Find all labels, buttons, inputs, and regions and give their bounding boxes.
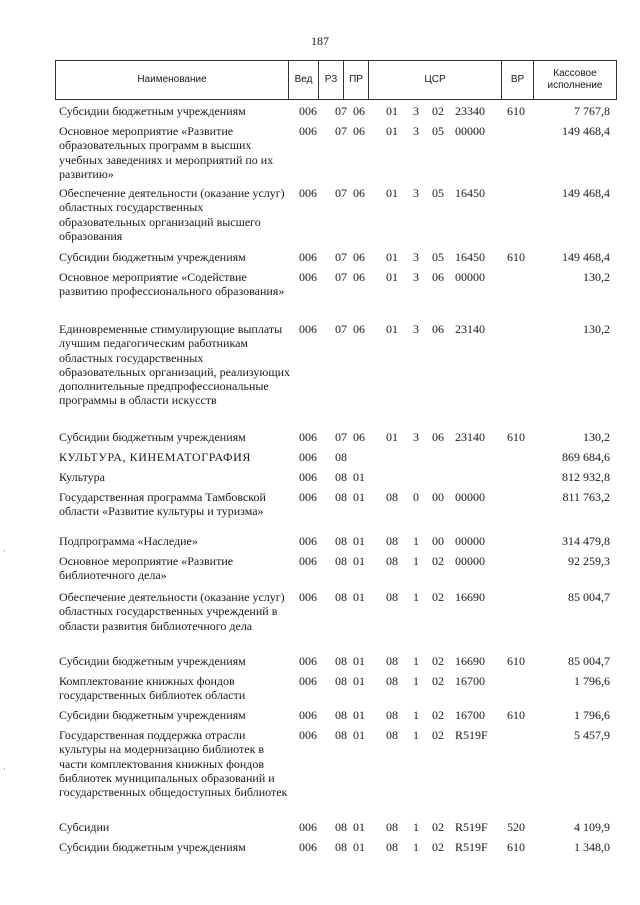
row-c1: 08 (386, 590, 398, 604)
row-c2: 1 (413, 554, 419, 568)
row-c2: 3 (413, 430, 419, 444)
row-ved: 006 (299, 554, 317, 568)
row-c2: 0 (413, 490, 419, 504)
row-c2: 3 (413, 250, 419, 264)
row-c1: 01 (386, 322, 398, 336)
row-name: Основное мероприятие «Содействие развитию профессионального образования» (59, 270, 285, 299)
row-c4: 00000 (455, 490, 485, 504)
row-name: Субсидии бюджетным учреждениям (59, 430, 246, 444)
row-name: Культура (59, 470, 105, 484)
table-row (0, 728, 640, 818)
row-amount: 812 932,8 (562, 470, 610, 484)
row-ved: 006 (299, 840, 317, 854)
row-c2: 3 (413, 104, 419, 118)
row-amount: 1 348,0 (574, 840, 610, 854)
table-row (0, 590, 640, 652)
table-row (0, 322, 640, 428)
header-ved: Вед (289, 61, 319, 99)
row-c3: 02 (432, 554, 444, 568)
row-pr: 06 (353, 104, 365, 118)
row-pr: 06 (353, 430, 365, 444)
table-row (0, 674, 640, 706)
row-rz: 08 (335, 820, 347, 834)
row-rz: 08 (335, 654, 347, 668)
row-ved: 006 (299, 820, 317, 834)
table-header (55, 60, 617, 100)
row-c1: 01 (386, 186, 398, 200)
row-c2: 1 (413, 728, 419, 742)
row-pr: 06 (353, 124, 365, 138)
row-c4: 23140 (455, 430, 485, 444)
row-pr: 01 (353, 470, 365, 484)
row-rz: 07 (335, 322, 347, 336)
row-rz: 08 (335, 708, 347, 722)
row-amount: 149 468,4 (562, 124, 610, 138)
row-c4: 00000 (455, 554, 485, 568)
row-amount: 811 763,2 (562, 490, 610, 504)
table-row (0, 250, 640, 268)
page-number: 187 (311, 34, 329, 48)
row-c2: 1 (413, 534, 419, 548)
row-name: Основное мероприятие «Развитие образовательных программ в высших учебных заведениях и мероприятий по их развитию» (59, 124, 274, 181)
row-c1: 08 (386, 554, 398, 568)
row-c4: 16450 (455, 250, 485, 264)
row-c3: 02 (432, 654, 444, 668)
header-amount: Кассовое исполнение (547, 68, 603, 91)
row-c1: 08 (386, 654, 398, 668)
row-c4: 00000 (455, 270, 485, 284)
row-pr: 01 (353, 490, 365, 504)
row-ved: 006 (299, 186, 317, 200)
row-c4: 16690 (455, 654, 485, 668)
row-c4: 23340 (455, 104, 485, 118)
table-row (0, 124, 640, 184)
table-row (0, 470, 640, 488)
row-vr: 610 (507, 430, 525, 444)
row-name: Субсидии бюджетным учреждениям (59, 708, 246, 722)
row-vr: 610 (507, 654, 525, 668)
row-c4: 16690 (455, 590, 485, 604)
row-ved: 006 (299, 728, 317, 742)
row-rz: 07 (335, 104, 347, 118)
row-c4: R519F (455, 820, 488, 834)
row-ved: 006 (299, 124, 317, 138)
row-name: Субсидии (59, 820, 110, 834)
row-c1: 08 (386, 840, 398, 854)
row-c2: 3 (413, 186, 419, 200)
row-amount: 5 457,9 (574, 728, 610, 742)
row-c3: 02 (432, 674, 444, 688)
row-c1: 01 (386, 124, 398, 138)
row-rz: 08 (335, 554, 347, 568)
row-c4: 16700 (455, 674, 485, 688)
row-amount: 85 004,7 (568, 654, 610, 668)
margin-mark: · (3, 764, 6, 774)
row-rz: 08 (335, 728, 347, 742)
row-pr: 01 (353, 590, 365, 604)
row-ved: 006 (299, 250, 317, 264)
row-amount: 149 468,4 (562, 186, 610, 200)
row-ved: 006 (299, 654, 317, 668)
row-name: Субсидии бюджетным учреждениям (59, 840, 246, 854)
row-pr: 01 (353, 654, 365, 668)
row-rz: 08 (335, 840, 347, 854)
header-name: Наименование (56, 61, 289, 99)
row-rz: 07 (335, 186, 347, 200)
table-row (0, 554, 640, 588)
header-vr: ВР (502, 61, 534, 99)
row-c3: 06 (432, 322, 444, 336)
table-row (0, 450, 640, 468)
row-ved: 006 (299, 590, 317, 604)
row-c3: 00 (432, 534, 444, 548)
row-name: Комплектование книжных фондов государственных библиотек области (59, 674, 246, 703)
row-vr: 610 (507, 250, 525, 264)
row-ved: 006 (299, 430, 317, 444)
row-c1: 01 (386, 430, 398, 444)
row-c1: 08 (386, 674, 398, 688)
row-pr: 06 (353, 322, 365, 336)
row-pr: 06 (353, 250, 365, 264)
row-ved: 006 (299, 450, 317, 464)
row-c3: 05 (432, 250, 444, 264)
row-name: Государственная программа Тамбовской области «Развитие культуры и туризма» (59, 490, 266, 519)
row-ved: 006 (299, 534, 317, 548)
row-name: Субсидии бюджетным учреждениям (59, 104, 246, 118)
table-row (0, 490, 640, 532)
row-c4: 16450 (455, 186, 485, 200)
row-pr: 06 (353, 186, 365, 200)
row-c4: 23140 (455, 322, 485, 336)
row-amount: 7 767,8 (574, 104, 610, 118)
row-amount: 130,2 (583, 270, 610, 284)
row-name: Основное мероприятие «Развитие библиотечного дела» (59, 554, 234, 583)
row-ved: 006 (299, 322, 317, 336)
row-vr: 610 (507, 840, 525, 854)
row-ved: 006 (299, 470, 317, 484)
row-amount: 314 479,8 (562, 534, 610, 548)
row-ved: 006 (299, 270, 317, 284)
row-rz: 08 (335, 590, 347, 604)
row-c2: 1 (413, 820, 419, 834)
row-c1: 08 (386, 708, 398, 722)
row-c2: 3 (413, 322, 419, 336)
row-c3: 02 (432, 104, 444, 118)
table-row (0, 270, 640, 320)
row-c1: 08 (386, 820, 398, 834)
row-amount: 130,2 (583, 430, 610, 444)
row-amount: 1 796,6 (574, 708, 610, 722)
header-csr: ЦСР (369, 61, 502, 99)
row-ved: 006 (299, 674, 317, 688)
row-rz: 07 (335, 430, 347, 444)
header-pr: ПР (344, 61, 369, 99)
row-pr: 01 (353, 840, 365, 854)
row-rz: 08 (335, 450, 347, 464)
row-rz: 08 (335, 674, 347, 688)
row-c2: 3 (413, 270, 419, 284)
row-pr: 01 (353, 728, 365, 742)
row-amount: 1 796,6 (574, 674, 610, 688)
row-pr: 01 (353, 554, 365, 568)
row-c3: 02 (432, 590, 444, 604)
table-row (0, 708, 640, 726)
row-name: Обеспечение деятельности (оказание услуг) областных государственных учреждений в области развития библиотечного дела (59, 590, 285, 633)
row-c3: 05 (432, 124, 444, 138)
row-c3: 02 (432, 728, 444, 742)
row-c4: R519F (455, 840, 488, 854)
row-c4: 16700 (455, 708, 485, 722)
row-c2: 1 (413, 654, 419, 668)
table-row (0, 104, 640, 122)
header-rz: РЗ (319, 61, 344, 99)
row-c1: 08 (386, 490, 398, 504)
row-rz: 07 (335, 250, 347, 264)
row-amount: 149 468,4 (562, 250, 610, 264)
row-rz: 07 (335, 124, 347, 138)
row-c1: 08 (386, 534, 398, 548)
row-name: Единовременные стимулирующие выплаты лучшим педагогическим работникам областных государственных образовательных организаций, реализующих дополнительные предпрофессиональные программы в области искусств (59, 322, 290, 408)
row-c2: 1 (413, 840, 419, 854)
row-amount: 130,2 (583, 322, 610, 336)
row-c4: 00000 (455, 534, 485, 548)
row-c1: 08 (386, 728, 398, 742)
row-vr: 520 (507, 820, 525, 834)
row-c3: 05 (432, 186, 444, 200)
row-name: КУЛЬТУРА, КИНЕМАТОГРАФИЯ (59, 450, 251, 464)
row-rz: 08 (335, 534, 347, 548)
row-c4: 00000 (455, 124, 485, 138)
table-row (0, 840, 640, 858)
margin-mark: · (3, 546, 6, 556)
row-c2: 1 (413, 590, 419, 604)
table-row (0, 186, 640, 248)
row-pr: 01 (353, 820, 365, 834)
row-c1: 01 (386, 250, 398, 264)
row-rz: 08 (335, 470, 347, 484)
row-rz: 07 (335, 270, 347, 284)
row-name: Субсидии бюджетным учреждениям (59, 250, 246, 264)
row-amount: 869 684,6 (562, 450, 610, 464)
row-amount: 4 109,9 (574, 820, 610, 834)
row-vr: 610 (507, 708, 525, 722)
row-name: Государственная поддержка отрасли культуры на модернизацию библиотек в части комплектования книжных фондов библиотек муниципальных образований и государственных общедоступных библиотек (59, 728, 288, 800)
row-name: Субсидии бюджетным учреждениям (59, 654, 246, 668)
row-pr: 01 (353, 534, 365, 548)
row-c4: R519F (455, 728, 488, 742)
table-row (0, 654, 640, 672)
row-c2: 3 (413, 124, 419, 138)
row-c2: 1 (413, 674, 419, 688)
row-name: Подпрограмма «Наследие» (59, 534, 198, 548)
row-vr: 610 (507, 104, 525, 118)
row-pr: 06 (353, 270, 365, 284)
row-c2: 1 (413, 708, 419, 722)
row-pr: 01 (353, 674, 365, 688)
row-c3: 06 (432, 270, 444, 284)
row-c3: 00 (432, 490, 444, 504)
row-rz: 08 (335, 490, 347, 504)
row-ved: 006 (299, 708, 317, 722)
row-ved: 006 (299, 104, 317, 118)
table-row (0, 820, 640, 838)
row-c1: 01 (386, 104, 398, 118)
row-amount: 92 259,3 (568, 554, 610, 568)
row-c3: 06 (432, 430, 444, 444)
row-c3: 02 (432, 840, 444, 854)
row-c1: 01 (386, 270, 398, 284)
row-pr: 01 (353, 708, 365, 722)
table-row (0, 534, 640, 552)
row-c3: 02 (432, 820, 444, 834)
row-name: Обеспечение деятельности (оказание услуг) областных государственных образовательных организаций высшего образования (59, 186, 285, 243)
row-ved: 006 (299, 490, 317, 504)
row-c3: 02 (432, 708, 444, 722)
table-row (0, 430, 640, 448)
row-amount: 85 004,7 (568, 590, 610, 604)
